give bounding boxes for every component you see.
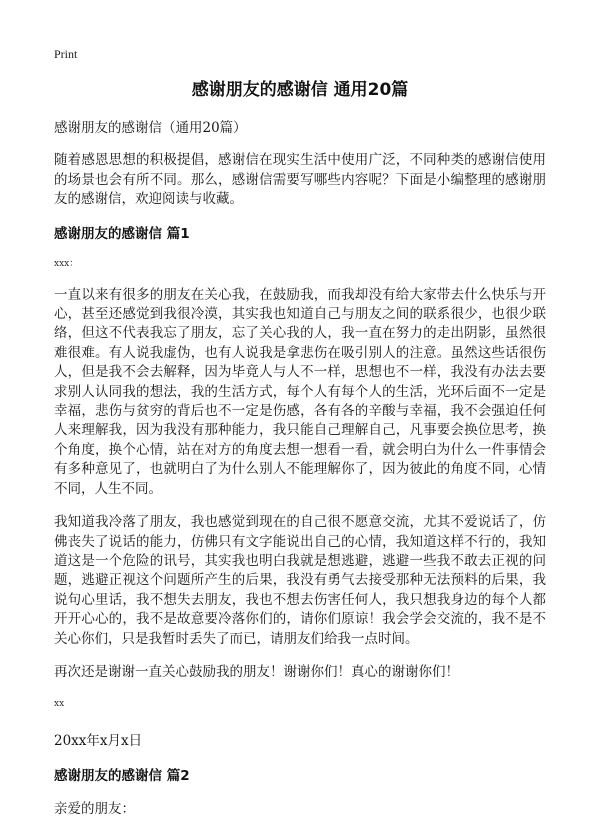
section-1-paragraph-1: 一直以来有很多的朋友在关心我，在鼓励我，而我却没有给大家带去什么快乐与开心，甚至还感觉到我很冷漠，其实我也知道自己与朋友之间的联系很少，也很少联络，但这不代表我忘了朋友，忘了关心我的人，我一直在努力的走出阴影，虽然很难很难。有人说我虚伪，也有人说我是拿悲伤在吸引别人的注意。虽然这些话很伤人，但是我不会去解释，因为毕竟人与人不一样，思想也不一样，我没有办法去要求别人认同我的想法，我的生活方式，每个人有每个人的生活，光环后面不一定是幸福，悲伤与贫穷的背后也不一定是伤感，各有各的辛酸与幸福，我不会强迫任何人来理解我，因为我没有那种能力，我只能自己理解自己，凡事要会换位思考，换个角度，换个心情，站在对方的角度去想一想看一看，就会明白为什么一件事情会有多种意见了，也就明白了为什么别人不能理解你了，因为彼此的角度不同，心情不同，人生不同。 [54, 286, 546, 497]
section-1-heading: 感谢朋友的感谢信 篇1 [54, 225, 190, 242]
print-link[interactable]: Print [54, 47, 78, 61]
section-1-paragraph-3: 再次还是谢谢一直关心鼓励我的朋友！谢谢你们！真心的谢谢你们！ [54, 663, 459, 680]
document-subtitle: 感谢朋友的感谢信（通用20篇） [54, 120, 247, 136]
section-1-paragraph-2: 我知道我冷落了朋友，我也感觉到现在的自己很不愿意交流，尤其不爱说话了，仿佛丧失了说话的能力，仿佛只有文字能说出自己的心情，我知道这样不行的，我知道这是一个危险的讯号，其实我也明白我就是想逃避，逃避一些我不敢去正视的问题，逃避正视这个问题所产生的后果，我没有勇气去接受那种无法预料的后果，我说句心里话，我不想失去朋友，我也不想去伤害任何人，我只想我身边的每个人都开开心心的，我不是故意要冷落你们的，请你们原谅！我会学会交流的，我不是不关心你们，只是我暂时丢失了而已，请朋友们给我一点时间。 [54, 514, 546, 647]
section-1-date: 20xx年x月x日 [54, 733, 143, 750]
page-title: 感谢朋友的感谢信 通用20篇 [191, 80, 409, 100]
section-2-greeting: 亲爱的朋友： [54, 800, 135, 817]
section-1-salutation: xxx： [54, 258, 79, 269]
section-2-heading: 感谢朋友的感谢信 篇2 [54, 767, 190, 784]
document-body [54, 119, 546, 819]
intro-paragraph: 随着感恩思想的积极提倡，感谢信在现实生活中使用广泛，不同种类的感谢信使用的场景也会有所不同。那么，感谢信需要写哪些内容呢？下面是小编整理的感谢朋友的感谢信，欢迎阅读与收藏。 [54, 152, 546, 208]
section-1-signature: xx [54, 699, 65, 710]
